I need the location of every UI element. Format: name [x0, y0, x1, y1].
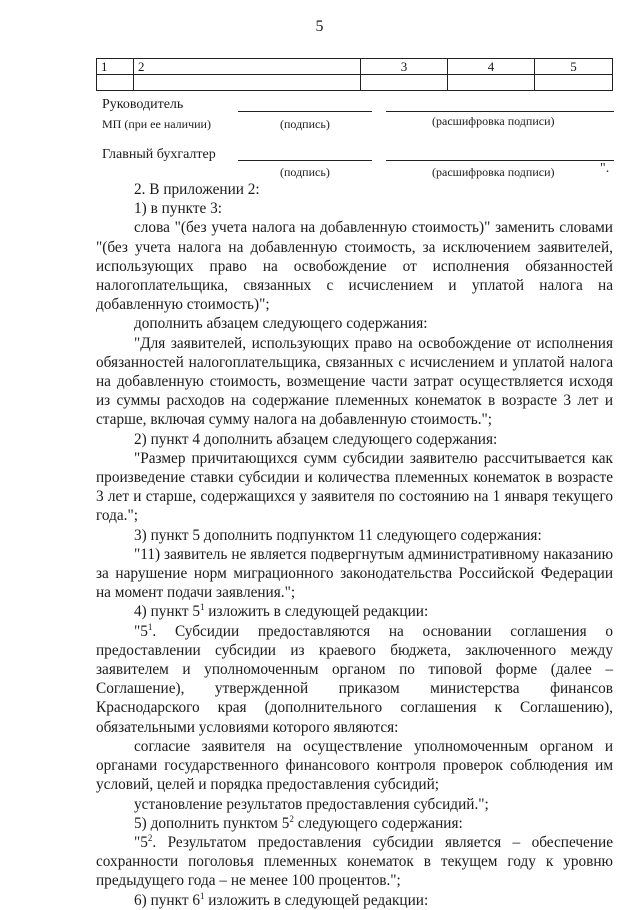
text-run: 6) пункт 6 [134, 891, 200, 909]
superscript: 1 [199, 602, 205, 613]
text-run: изложить в следующей редакции: [204, 891, 429, 909]
document-body [96, 180, 613, 910]
superscript: 1 [147, 621, 153, 632]
table-cell [448, 75, 535, 91]
text-run: "5 [134, 622, 148, 640]
table-cell [535, 75, 613, 91]
paragraph: слова "(без учета налога на добавленную стоимость)" заменить словами "(без учета налога на добавленную стоимость, за исключением заявителей, использующих право на освобождение от исполнения обязанностей налогоплательщика, связанных с исчислением и уплатой налога на добавленную стоимость)"; [96, 219, 613, 314]
paragraph [96, 833, 613, 891]
decoding-caption: (расшифровка подписи) [432, 165, 555, 179]
table-cell [361, 75, 448, 91]
paragraph: 1) в пункте 3: [134, 200, 223, 218]
paragraph [96, 814, 613, 833]
paragraph: 3) пункт 5 дополнить подпунктом 11 следующего содержания: [134, 526, 542, 544]
superscript: 2 [147, 832, 153, 843]
table-cell [134, 75, 361, 91]
text-run: 5) дополнить пунктом 5 [134, 814, 290, 832]
paragraph: установление результатов предоставления субсидий."; [134, 795, 489, 813]
text-run: . Субсидии предоставляются на основании соглашения о предоставлении субсидии из краевого бюджета, заключенного между заявителем и уполномоченным органом по типовой форме (далее – Соглашение), утвержденной приказом министерства финансов Краснодарского края (дополнительного соглашения к Соглашению), обязательными условиями которого являются: [96, 622, 613, 736]
text-run: "5 [134, 833, 148, 851]
paragraph: согласие заявителя на осуществление уполномоченным органом и органами государственного финансового контроля проверок соблюдения им условий, целей и порядка предоставления субсидий; [96, 737, 613, 794]
signature-line [238, 160, 372, 161]
paragraph: "11) заявитель не является подвергнутым административному наказанию за нарушение норм миграционного законодательства Российской Федерации на момент подачи заявления."; [96, 545, 613, 602]
decoding-caption: (расшифровка подписи) [432, 114, 555, 128]
superscript: 2 [289, 813, 294, 824]
paragraph: "Для заявителей, использующих право на освобождение от исполнения обязанностей налогоплательщика, связанных с исчислением и уплатой налога на добавленную стоимость, возмещение части затрат осуществляется исходя из суммы расходов на содержание племенных конематок в возрасте 3 лет и старше, включая сумму налога на добавленную стоимость."; [96, 334, 613, 429]
table-cell: 2 [134, 59, 361, 75]
paragraph: "Размер причитающихся сумм субсидии заявителю рассчитывается как произведение ставки субсидии и количества племенных конематок в возрасте 3 лет и старше, содержащихся у заявителя по состоянию на 1 января текущего года."; [96, 449, 613, 525]
table-cell: 4 [448, 59, 535, 75]
table-row [97, 59, 613, 75]
superscript: 1 [199, 890, 205, 901]
page-number: 5 [315, 18, 324, 35]
paragraph: дополнить абзацем следующего содержания: [134, 315, 428, 333]
form-table-header [96, 58, 613, 91]
text-run: изложить в следующей редакции: [204, 603, 429, 621]
table-cell: 1 [97, 59, 134, 75]
signature-line [238, 111, 372, 112]
text-run: 4) пункт 5 [134, 603, 200, 621]
head-label: Руководитель [102, 97, 184, 112]
paragraph: 2) пункт 4 дополнить абзацем следующего содержания: [134, 430, 498, 448]
paragraph [96, 602, 613, 621]
text-run: . Результатом предоставления субсидии является – обеспечение сохранности поголовья племенных конематок в текущем году к уровню предыдущего года – не менее 100 процентов."; [96, 833, 613, 890]
signature-caption: (подпись) [280, 165, 330, 179]
table-row [97, 75, 613, 91]
text-run: следующего содержания: [293, 814, 463, 832]
signature-caption: (подпись) [280, 117, 330, 131]
table-cell [97, 75, 134, 91]
paragraph: 2. В приложении 2: [134, 181, 260, 198]
accountant-label: Главный бухгалтер [102, 147, 216, 162]
closing-mark: ". [600, 161, 610, 176]
stamp-label: МП (при ее наличии) [102, 117, 211, 131]
decoding-line [386, 160, 614, 161]
paragraph [96, 891, 613, 910]
decoding-line [386, 111, 614, 112]
table-cell: 3 [361, 59, 448, 75]
table-cell: 5 [535, 59, 613, 75]
paragraph [96, 622, 613, 737]
